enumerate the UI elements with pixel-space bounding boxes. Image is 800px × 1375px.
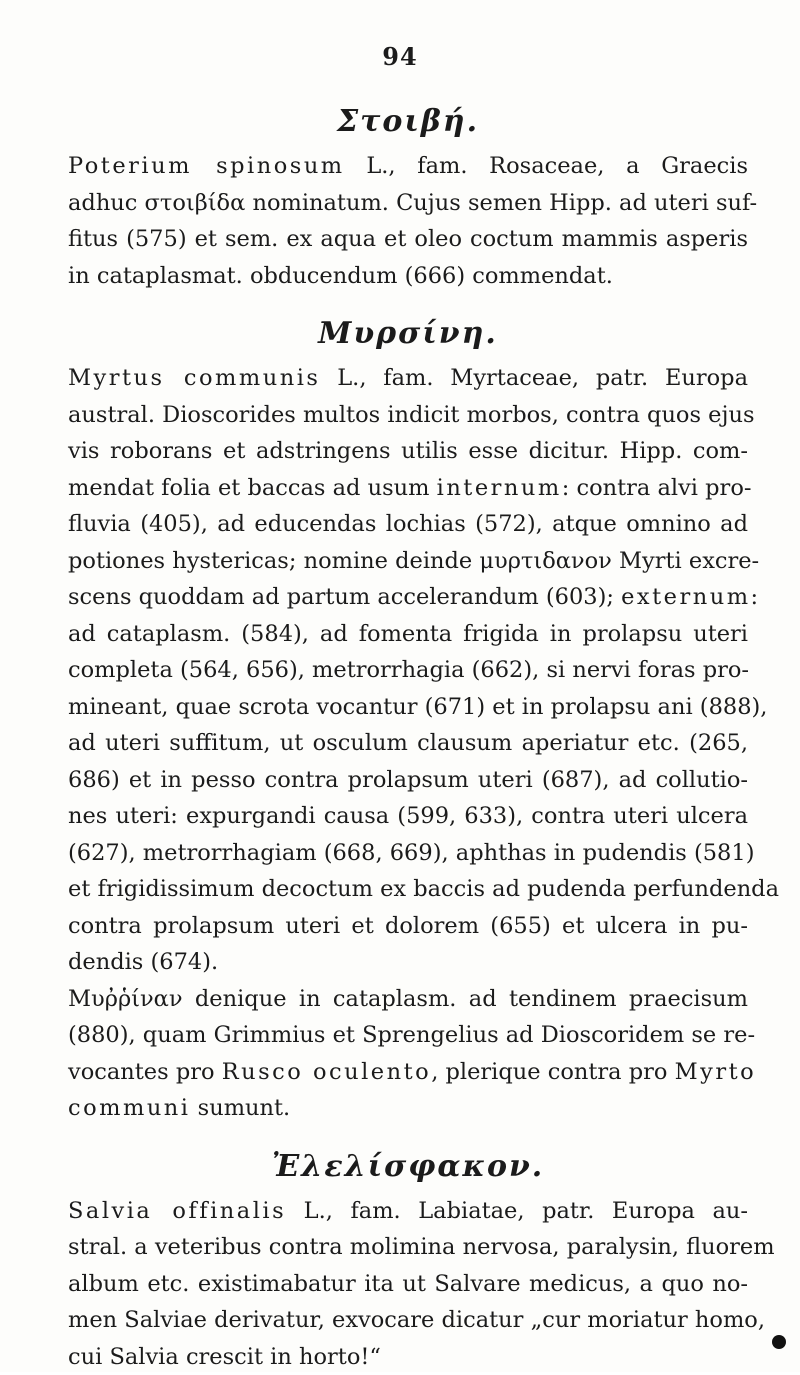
- text-line: mineant, quae scrota vocantur (671) et in prolapsu ani (888),: [68, 689, 748, 726]
- text-line: adhuc στοιβίδα nominatum. Cujus semen Hipp. ad uteri suf-: [68, 185, 748, 222]
- text-line: austral. Dioscorides multos indicit morbos, contra quos ejus: [68, 397, 748, 434]
- text-line: 686) et in pesso contra prolapsum uteri (687), ad collutio-: [68, 762, 748, 799]
- ink-dot-mark: [772, 1335, 786, 1349]
- text-line: album etc. existimabatur ita ut Salvare medicus, a quo no-: [68, 1266, 748, 1303]
- text-line: et frigidissimum decoctum ex baccis ad pudenda perfundenda: [68, 871, 748, 908]
- entry-heading-myrsine: Μυρσίνη.: [68, 308, 748, 360]
- text-line: dendis (674).: [68, 944, 748, 981]
- text-line: mendat folia et baccas ad usum internum: contra alvi pro-: [68, 470, 748, 507]
- entry-heading-elelisphakon: Ἐλελίσφακον.: [68, 1141, 748, 1193]
- text-line: ad uteri suffitum, ut osculum clausum aperiatur etc. (265,: [68, 725, 748, 762]
- text-line: stral. a veteribus contra molimina nervosa, paralysin, fluorem: [68, 1229, 748, 1266]
- text-line: in cataplasmat. obducendum (666) commendat.: [68, 258, 748, 295]
- entry-paragraph-myrsine: [68, 360, 748, 1127]
- entry-paragraph-elelisphakon: [68, 1193, 748, 1375]
- text-line: men Salviae derivatur, exvocare dicatur „cur moriatur homo,: [68, 1302, 748, 1339]
- text-line: vis roborans et adstringens utilis esse dicitur. Hipp. com-: [68, 433, 748, 470]
- text-body: [68, 96, 748, 1375]
- page-number: 94: [0, 42, 800, 71]
- text-line: (627), metrorrhagiam (668, 669), aphthas in pudendis (581): [68, 835, 748, 872]
- text-line: Myrtus communis L., fam. Myrtaceae, patr. Europa: [68, 360, 748, 397]
- text-line: potiones hystericas; nomine deinde μυρτιδανον Myrti excre-: [68, 543, 748, 580]
- text-line: Poterium spinosum L., fam. Rosaceae, a Graecis: [68, 148, 748, 185]
- text-line: ad cataplasm. (584), ad fomenta frigida in prolapsu uteri: [68, 616, 748, 653]
- text-line: scens quoddam ad partum accelerandum (603); externum:: [68, 579, 748, 616]
- text-line: Salvia offinalis L., fam. Labiatae, patr. Europa au-: [68, 1193, 748, 1230]
- text-line: nes uteri: expurgandi causa (599, 633), contra uteri ulcera: [68, 798, 748, 835]
- text-line: fitus (575) et sem. ex aqua et oleo coctum mammis asperis: [68, 221, 748, 258]
- text-line: Μυῤῥίναν denique in cataplasm. ad tendinem praecisum: [68, 981, 748, 1018]
- text-line: completa (564, 656), metrorrhagia (662), si nervi foras pro-: [68, 652, 748, 689]
- text-line: contra prolapsum uteri et dolorem (655) et ulcera in pu-: [68, 908, 748, 945]
- text-line: cui Salvia crescit in horto!“: [68, 1339, 748, 1375]
- text-line: vocantes pro Rusco oculento, plerique contra pro Myrto: [68, 1054, 748, 1091]
- text-line: fluvia (405), ad educendas lochias (572), atque omnino ad: [68, 506, 748, 543]
- text-line: (880), quam Grimmius et Sprengelius ad Dioscoridem se re-: [68, 1017, 748, 1054]
- text-line: communi sumunt.: [68, 1090, 748, 1127]
- entry-paragraph-stoibe: [68, 148, 748, 294]
- entry-heading-stoibe: Στοιβή.: [68, 96, 748, 148]
